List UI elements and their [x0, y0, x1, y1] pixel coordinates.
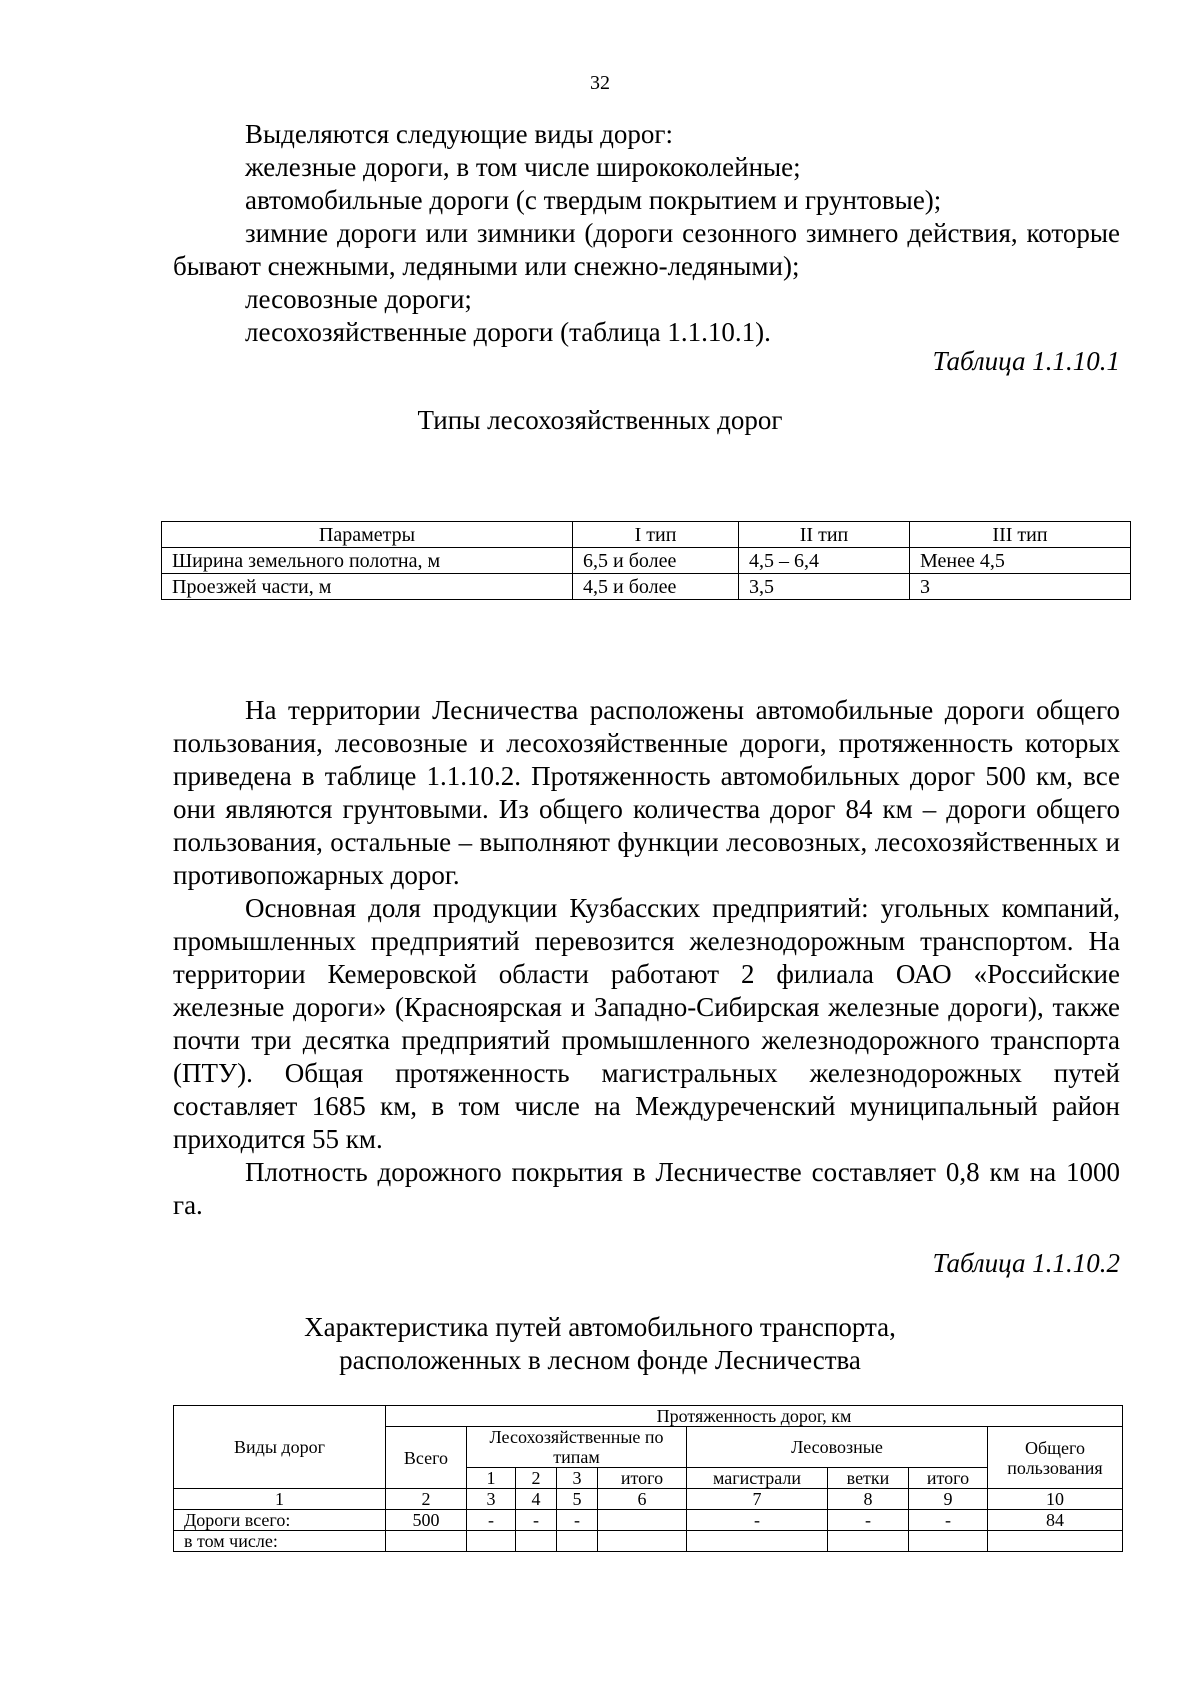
- page-number: 32: [590, 72, 610, 94]
- table-cell: 8: [828, 1489, 909, 1510]
- table-cell: 9: [909, 1489, 988, 1510]
- table-cell: [828, 1531, 909, 1552]
- table-cell: 84: [988, 1510, 1123, 1531]
- table-row: [174, 1510, 1123, 1531]
- table-cell: 1: [174, 1489, 386, 1510]
- table-cell: [557, 1531, 598, 1552]
- intro-item: зимние дороги или зимники (дороги сезонного зимнего действия, которые бывают снежными, ледяными или снежно-ледяными);: [173, 218, 1120, 281]
- table-cell: -: [467, 1510, 516, 1531]
- intro-item: автомобильные дороги (с твердым покрытием и грунтовые);: [245, 185, 942, 215]
- table-header-cell: 1: [467, 1468, 516, 1489]
- table-cell: 2: [386, 1489, 467, 1510]
- road-types-table: [161, 521, 1131, 600]
- table-cell: 7: [687, 1489, 828, 1510]
- table-cell: Дороги всего:: [174, 1510, 386, 1531]
- table1-title: Типы лесохозяйственных дорог: [417, 405, 783, 435]
- table-cell: -: [687, 1510, 828, 1531]
- column-number-row: [174, 1489, 1123, 1510]
- table-header-cell: Виды дорог: [174, 1406, 386, 1489]
- table-header-cell: I тип: [573, 522, 739, 548]
- body-section: [173, 694, 1120, 1222]
- table-cell: 6,5 и более: [573, 548, 739, 574]
- table-header-cell: Лесовозные: [687, 1427, 988, 1468]
- table-cell: [467, 1531, 516, 1552]
- table-cell: -: [516, 1510, 557, 1531]
- body-paragraph: Основная доля продукции Кузбасских предприятий: угольных компаний, промышленных предприятий перевозится железнодорожным транспортом. На территории Кемеровской области работают 2 филиала ОАО «Российские железные дороги» (Красноярская и Западно-Сибирская железные дороги), также почти три десятка предприятий промышленного железнодорожного транспорта (ПТУ). Общая протяженность магистральных железнодорожных путей составляет 1685 км, в том числе на Междуреченский муниципальный район приходится 55 км.: [173, 893, 1120, 1154]
- table-header-cell: Всего: [386, 1427, 467, 1489]
- table-header-cell: Параметры: [162, 522, 573, 548]
- table-cell: 500: [386, 1510, 467, 1531]
- table-header-cell: итого: [909, 1468, 988, 1489]
- table-cell: 3,5: [739, 574, 910, 600]
- body-paragraph: Плотность дорожного покрытия в Лесничестве составляет 0,8 км на 1000 га.: [173, 1157, 1120, 1220]
- body-paragraph: На территории Лесничества расположены автомобильные дороги общего пользования, лесовозные и лесохозяйственные дороги, протяженность которых приведена в таблице 1.1.10.2. Протяженность автомобильных дорог 500 км, все они являются грунтовыми. Из общего количества дорог 84 км – дороги общего пользования, остальные – выполняют функции лесовозных, лесохозяйственных и противопожарных дорог.: [173, 695, 1120, 890]
- table-header-cell: итого: [598, 1468, 687, 1489]
- table-header-cell: 2: [516, 1468, 557, 1489]
- table-cell: [598, 1531, 687, 1552]
- table-header-row: [174, 1406, 1123, 1427]
- table2-title-line2: расположенных в лесном фонде Лесничества: [339, 1345, 861, 1375]
- table-header-cell: Общего пользования: [988, 1427, 1123, 1489]
- table-cell: 3: [910, 574, 1131, 600]
- table-row: [174, 1531, 1123, 1552]
- road-length-table: [173, 1405, 1123, 1552]
- intro-item: лесовозные дороги;: [245, 284, 472, 314]
- table-cell: Проезжей части, м: [162, 574, 573, 600]
- intro-item: железные дороги, в том числе ширококолейные;: [245, 152, 801, 182]
- table-header-cell: Протяженность дорог, км: [386, 1406, 1123, 1427]
- table-cell: Менее 4,5: [910, 548, 1131, 574]
- table-cell: [909, 1531, 988, 1552]
- intro-section: [173, 118, 1120, 349]
- table-cell: 4: [516, 1489, 557, 1510]
- table-cell: в том числе:: [174, 1531, 386, 1552]
- table-header-cell: III тип: [910, 522, 1131, 548]
- table2-caption: Таблица 1.1.10.2: [932, 1248, 1120, 1278]
- table-header-cell: Лесохозяйственные по типам: [467, 1427, 687, 1468]
- table-cell: 4,5 – 6,4: [739, 548, 910, 574]
- table-cell: Ширина земельного полотна, м: [162, 548, 573, 574]
- table-cell: [516, 1531, 557, 1552]
- table-header-cell: II тип: [739, 522, 910, 548]
- table-cell: 5: [557, 1489, 598, 1510]
- table-cell: 3: [467, 1489, 516, 1510]
- table-header-row: [162, 522, 1131, 548]
- table-cell: 6: [598, 1489, 687, 1510]
- table-cell: -: [909, 1510, 988, 1531]
- table-cell: -: [557, 1510, 598, 1531]
- table-row: [162, 548, 1131, 574]
- table-cell: [598, 1510, 687, 1531]
- intro-item: лесохозяйственные дороги (таблица 1.1.10.1).: [245, 317, 771, 347]
- table-header-cell: магистрали: [687, 1468, 828, 1489]
- table-cell: 4,5 и более: [573, 574, 739, 600]
- table-cell: [687, 1531, 828, 1552]
- table-header-cell: 3: [557, 1468, 598, 1489]
- table-row: [162, 574, 1131, 600]
- table-cell: 10: [988, 1489, 1123, 1510]
- table2-title-line1: Характеристика путей автомобильного транспорта,: [304, 1312, 896, 1342]
- table1-caption: Таблица 1.1.10.1: [932, 346, 1120, 376]
- table-cell: [988, 1531, 1123, 1552]
- table-header-cell: ветки: [828, 1468, 909, 1489]
- table-cell: [386, 1531, 467, 1552]
- table-cell: -: [828, 1510, 909, 1531]
- intro-lead: Выделяются следующие виды дорог:: [245, 119, 673, 149]
